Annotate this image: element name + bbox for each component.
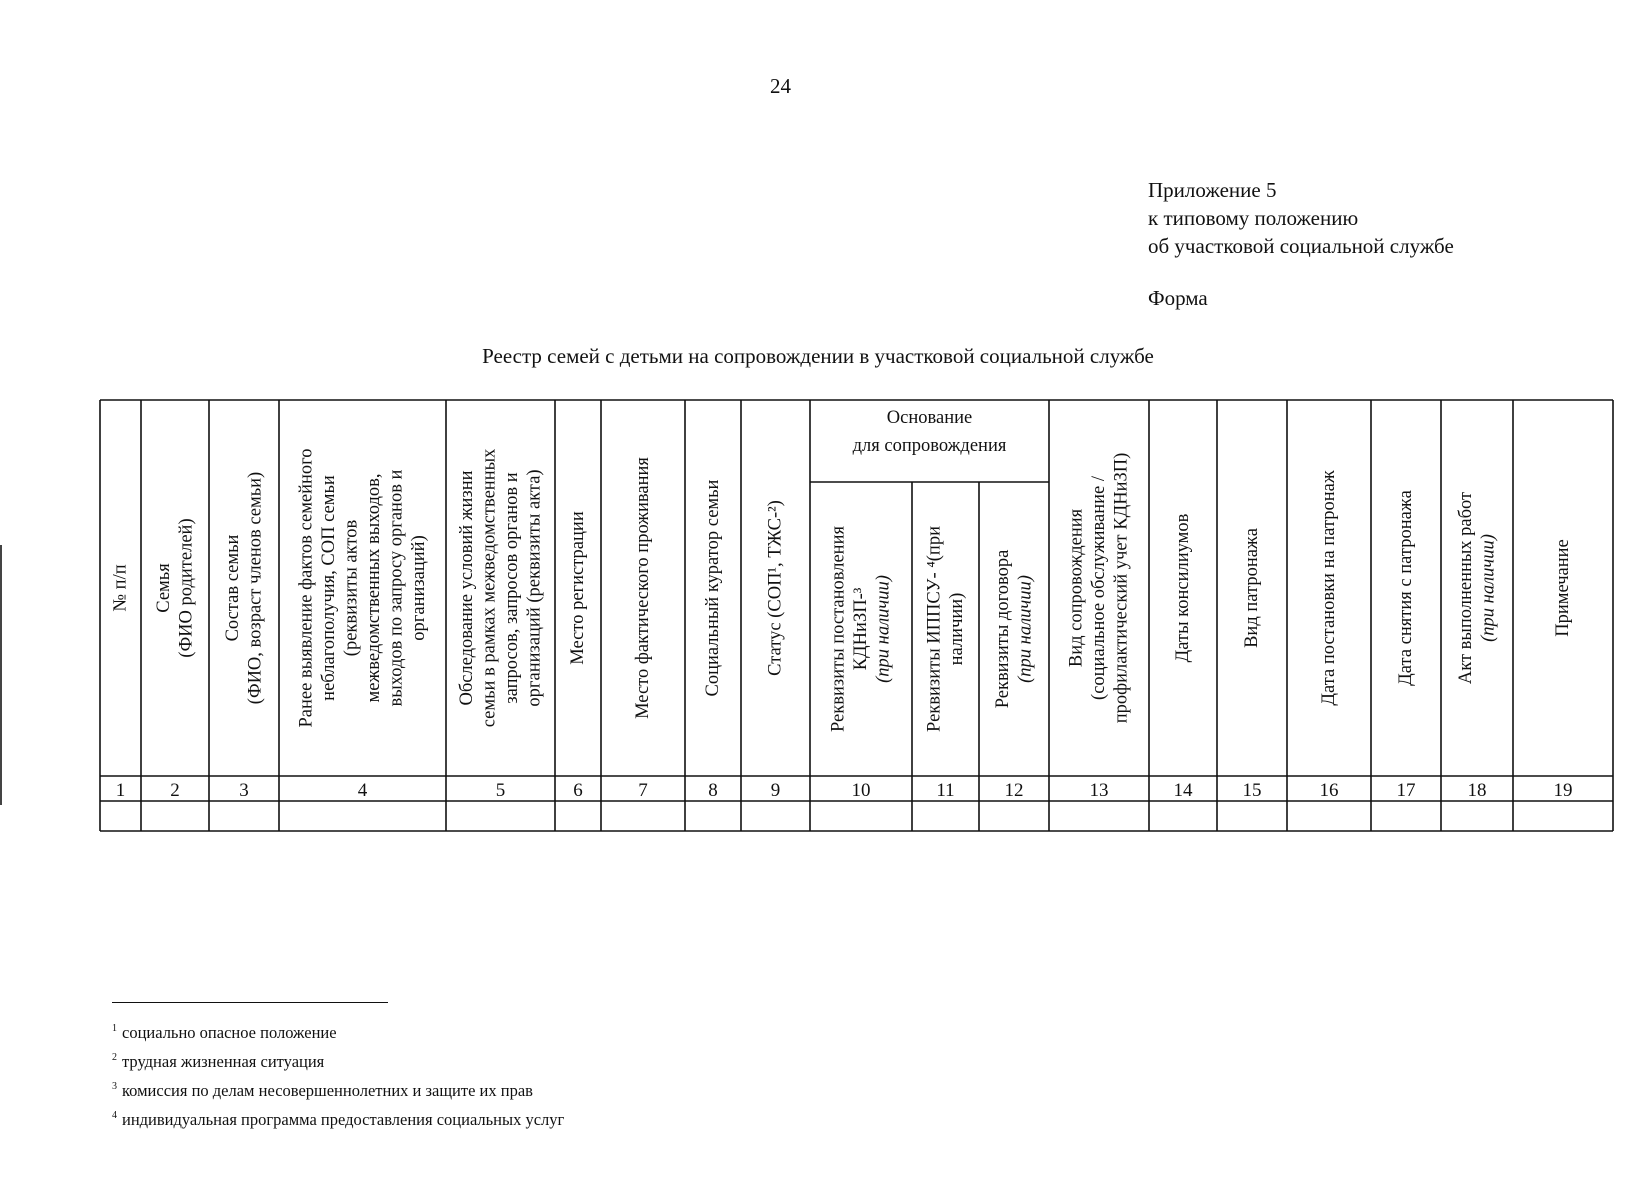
column-number-18: 18 [1467,780,1487,801]
column-header-14 [1173,513,1193,662]
column-header-8-line: Социальный куратор семьи [703,479,723,697]
appendix-line-2: к типовому положению [1148,206,1359,230]
column-number-11: 11 [936,780,955,801]
column-number-6: 6 [573,780,583,801]
column-header-10-line: КДНиЗП-³ [851,587,871,671]
column-number-1: 1 [115,780,126,801]
column-header-11-line: наличии) [946,592,967,666]
column-number-9: 9 [770,780,781,801]
column-number-8: 8 [708,780,718,801]
column-header-3-line: (ФИО, возраст членов семьи) [245,471,266,705]
column-number-3: 3 [239,780,249,801]
column-number-2: 2 [170,780,180,801]
footnote-2 [112,1045,564,1074]
group-header-line1: Основание [886,408,973,428]
column-header-12-line: Реквизиты договора [992,549,1013,709]
footnote-4-mark: 4 [112,1110,117,1121]
column-number-19: 19 [1553,780,1573,801]
footnote-4 [112,1103,564,1132]
column-header-8 [703,479,723,696]
column-number-10: 10 [851,780,871,801]
column-header-2-line: Семья [153,563,174,613]
column-header-5-line: семьи в рамках межведомственных [479,448,500,728]
footnote-3 [112,1074,564,1103]
column-header-4-line: Ранее выявление фактов семейного [296,448,317,728]
column-number-14: 14 [1173,780,1193,801]
column-number-12: 12 [1004,780,1024,801]
column-header-7 [633,457,653,719]
column-header-3 [223,472,266,704]
column-header-10-line: Реквизиты постановления [828,526,849,732]
column-header-5-line: запросов, запросов органов и [501,472,522,704]
column-header-10 [829,526,894,732]
column-header-16-line: Дата постановки на патронаж [1319,470,1339,706]
column-header-3-line: Состав семьи [222,534,243,642]
column-header-13-line: Вид сопровождения [1066,508,1087,668]
page-number: 24 [770,74,791,98]
column-header-12-line: (при наличии) [1015,575,1036,683]
column-header-17-line: Дата снятия с патронажа [1396,490,1416,686]
column-header-4 [296,448,429,727]
column-header-7-line: Место фактического проживания [633,457,653,719]
column-number-15: 15 [1242,780,1262,801]
column-header-18 [1456,492,1499,684]
column-header-12 [993,550,1036,709]
column-header-11-line: Реквизиты ИППСУ- ⁴(при [924,526,945,732]
column-number-17: 17 [1396,780,1416,801]
column-header-4-line: (реквизиты актов [341,519,362,657]
column-header-6-line: Место регистрации [568,511,588,665]
footnote-divider [112,1002,388,1003]
column-header-13-line: профилактический учет КДНиЗП) [1111,452,1132,724]
column-header-13-line: (социальное обслуживание / [1089,476,1109,700]
footnote-3-text: комиссия по делам несовершеннолетних и защите их прав [122,1081,533,1100]
column-header-2 [154,518,197,657]
column-header-15-line: Вид патронажа [1242,528,1262,648]
column-header-18-line: Акт выполненных работ [1455,491,1476,685]
column-header-6 [568,511,588,665]
column-header-5 [457,448,545,727]
registry-title: Реестр семей с детьми на сопровождении в участковой социальной службе [482,344,1154,368]
group-header-line2: для сопровождения [852,436,1007,456]
column-header-1 [111,564,131,611]
column-header-9-line: Статус (СОП¹, ТЖС-²) [765,500,786,676]
column-header-4-line: межведомственных выходов, [363,473,384,703]
footnote-1 [112,1016,564,1045]
column-number-5: 5 [495,780,506,801]
column-header-5-line: организаций (реквизиты акта) [524,469,545,707]
column-number-13: 13 [1089,780,1109,801]
footnote-4-text: индивидуальная программа предоставления социальных услуг [122,1110,565,1129]
footnotes [112,1016,564,1132]
column-header-16 [1319,470,1339,706]
footnote-2-text: трудная жизненная ситуация [122,1052,325,1071]
column-header-18-line: (при наличии) [1478,534,1499,642]
footnote-2-mark: 2 [112,1052,117,1063]
column-header-19-line: Примечание [1553,539,1573,637]
column-header-15 [1242,528,1262,648]
column-header-4-line: неблагополучия, СОП семьи [318,475,339,701]
column-number-16: 16 [1319,780,1339,801]
column-number-4: 4 [357,780,368,801]
column-header-4-line: выходов по запросу органов и [386,469,407,707]
appendix-line-1: Приложение 5 [1148,178,1277,202]
column-header-10-line: (при наличии) [873,575,894,683]
form-label: Форма [1148,286,1208,310]
column-header-14-line: Даты консилиумов [1173,513,1193,663]
column-header-11 [924,526,967,732]
footnote-3-mark: 3 [112,1081,117,1092]
column-header-13 [1067,453,1132,724]
footnote-1-mark: 1 [112,1023,117,1034]
footnote-1-text: социально опасное положение [122,1023,337,1042]
column-header-9 [766,500,786,676]
appendix-line-3: об участковой социальной службе [1148,234,1454,258]
column-header-17 [1396,490,1416,686]
column-header-1-line: № п/п [110,564,131,612]
column-number-7: 7 [638,780,648,801]
column-header-4-line: организаций) [408,535,429,641]
column-header-19 [1553,539,1573,637]
column-header-5-line: Обследование условий жизни [456,470,477,706]
column-header-2-line: (ФИО родителей) [176,518,197,658]
